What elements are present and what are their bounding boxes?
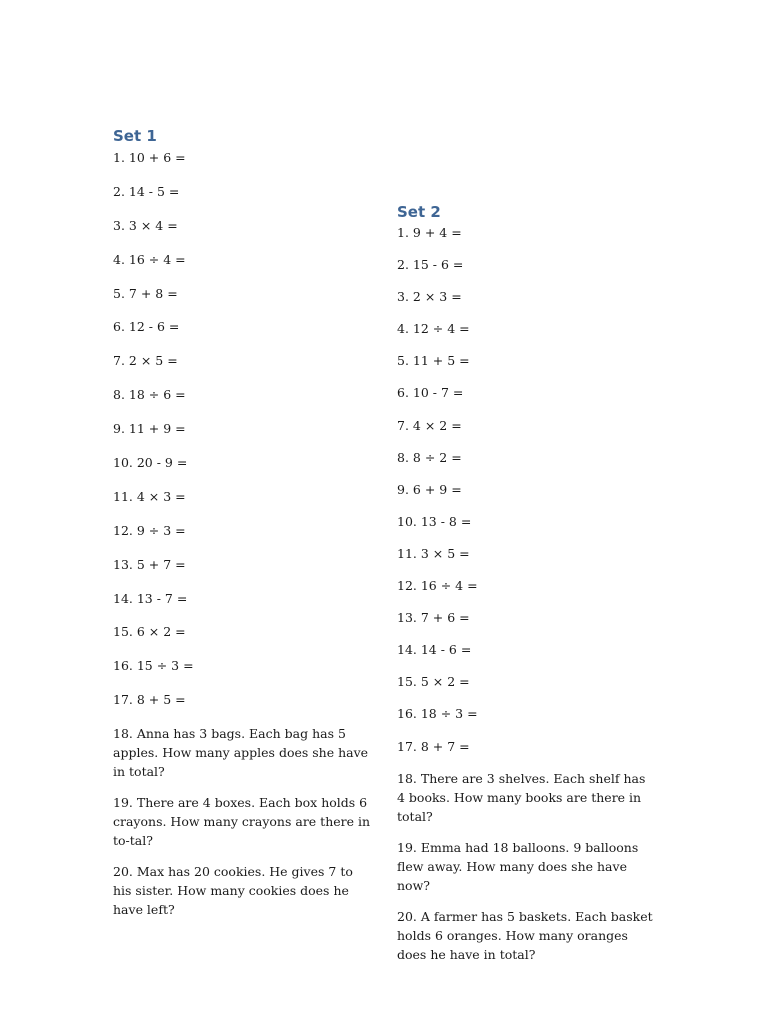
problem-item: 10. 13 - 8 =	[397, 513, 472, 529]
set-2-heading: Set 2	[397, 203, 441, 221]
problem-item: 10. 20 - 9 =	[113, 455, 188, 471]
problem-item: 9. 11 + 9 =	[113, 421, 186, 437]
problem-item: 13. 7 + 6 =	[397, 610, 470, 626]
problem-item: 2. 14 - 5 =	[113, 183, 180, 199]
problem-item: 8. 18 ÷ 6 =	[113, 387, 186, 403]
problem-item: 17. 8 + 7 =	[397, 738, 470, 754]
problem-item: 17. 8 + 5 =	[113, 692, 186, 708]
set-1-column	[113, 126, 375, 931]
word-problem: 18. There are 3 shelves. Each shelf has 4 books. How many books are there in total?	[397, 770, 646, 824]
problem-item: 9. 6 + 9 =	[397, 481, 462, 497]
problem-item: 16. 18 ÷ 3 =	[397, 706, 478, 722]
word-problem: 18. Anna has 3 bags. Each bag has 5 apples. How many apples does she have in total?	[113, 726, 369, 780]
problem-item: 6. 10 - 7 =	[397, 385, 464, 401]
set-1-heading: Set 1	[113, 127, 157, 145]
problem-item: 12. 9 ÷ 3 =	[113, 522, 186, 538]
problem-item: 4. 16 ÷ 4 =	[113, 251, 186, 267]
word-problem: 20. A farmer has 5 baskets. Each basket holds 6 oranges. How many oranges does he have in total?	[397, 908, 653, 962]
problem-item: 14. 14 - 6 =	[397, 642, 472, 658]
problem-item: 3. 2 × 3 =	[397, 289, 462, 305]
word-problem: 19. There are 4 boxes. Each box holds 6 crayons. How many crayons are there in to-tal?	[113, 795, 371, 849]
set-2-column	[397, 202, 657, 976]
word-problem: 19. Emma had 18 balloons. 9 balloons flew away. How many does she have now?	[397, 839, 639, 893]
problem-item: 6. 12 - 6 =	[113, 319, 180, 335]
problem-item: 14. 13 - 7 =	[113, 590, 188, 606]
problem-item: 11. 4 × 3 =	[113, 488, 186, 504]
problem-item: 15. 5 × 2 =	[397, 674, 470, 690]
problem-item: 3. 3 × 4 =	[113, 217, 178, 233]
problem-item: 5. 11 + 5 =	[397, 353, 470, 369]
set-1-problem-list	[113, 148, 375, 724]
problem-item: 2. 15 - 6 =	[397, 257, 464, 273]
problem-item: 1. 9 + 4 =	[397, 225, 462, 240]
word-problem: 20. Max has 20 cookies. He gives 7 to his sister. How many cookies does he have left?	[113, 864, 353, 918]
problem-item: 4. 12 ÷ 4 =	[397, 321, 470, 337]
problem-item: 7. 2 × 5 =	[113, 353, 178, 369]
problem-item: 7. 4 × 2 =	[397, 417, 462, 433]
problem-item: 11. 3 × 5 =	[397, 545, 470, 561]
problem-item: 15. 6 × 2 =	[113, 624, 186, 640]
problem-item: 13. 5 + 7 =	[113, 556, 186, 572]
set-2-problem-list	[397, 223, 657, 769]
problem-item: 5. 7 + 8 =	[113, 285, 178, 301]
problem-item: 16. 15 ÷ 3 =	[113, 658, 194, 674]
problem-item: 1. 10 + 6 =	[113, 150, 186, 165]
problem-item: 8. 8 ÷ 2 =	[397, 449, 462, 465]
problem-item: 12. 16 ÷ 4 =	[397, 578, 478, 594]
